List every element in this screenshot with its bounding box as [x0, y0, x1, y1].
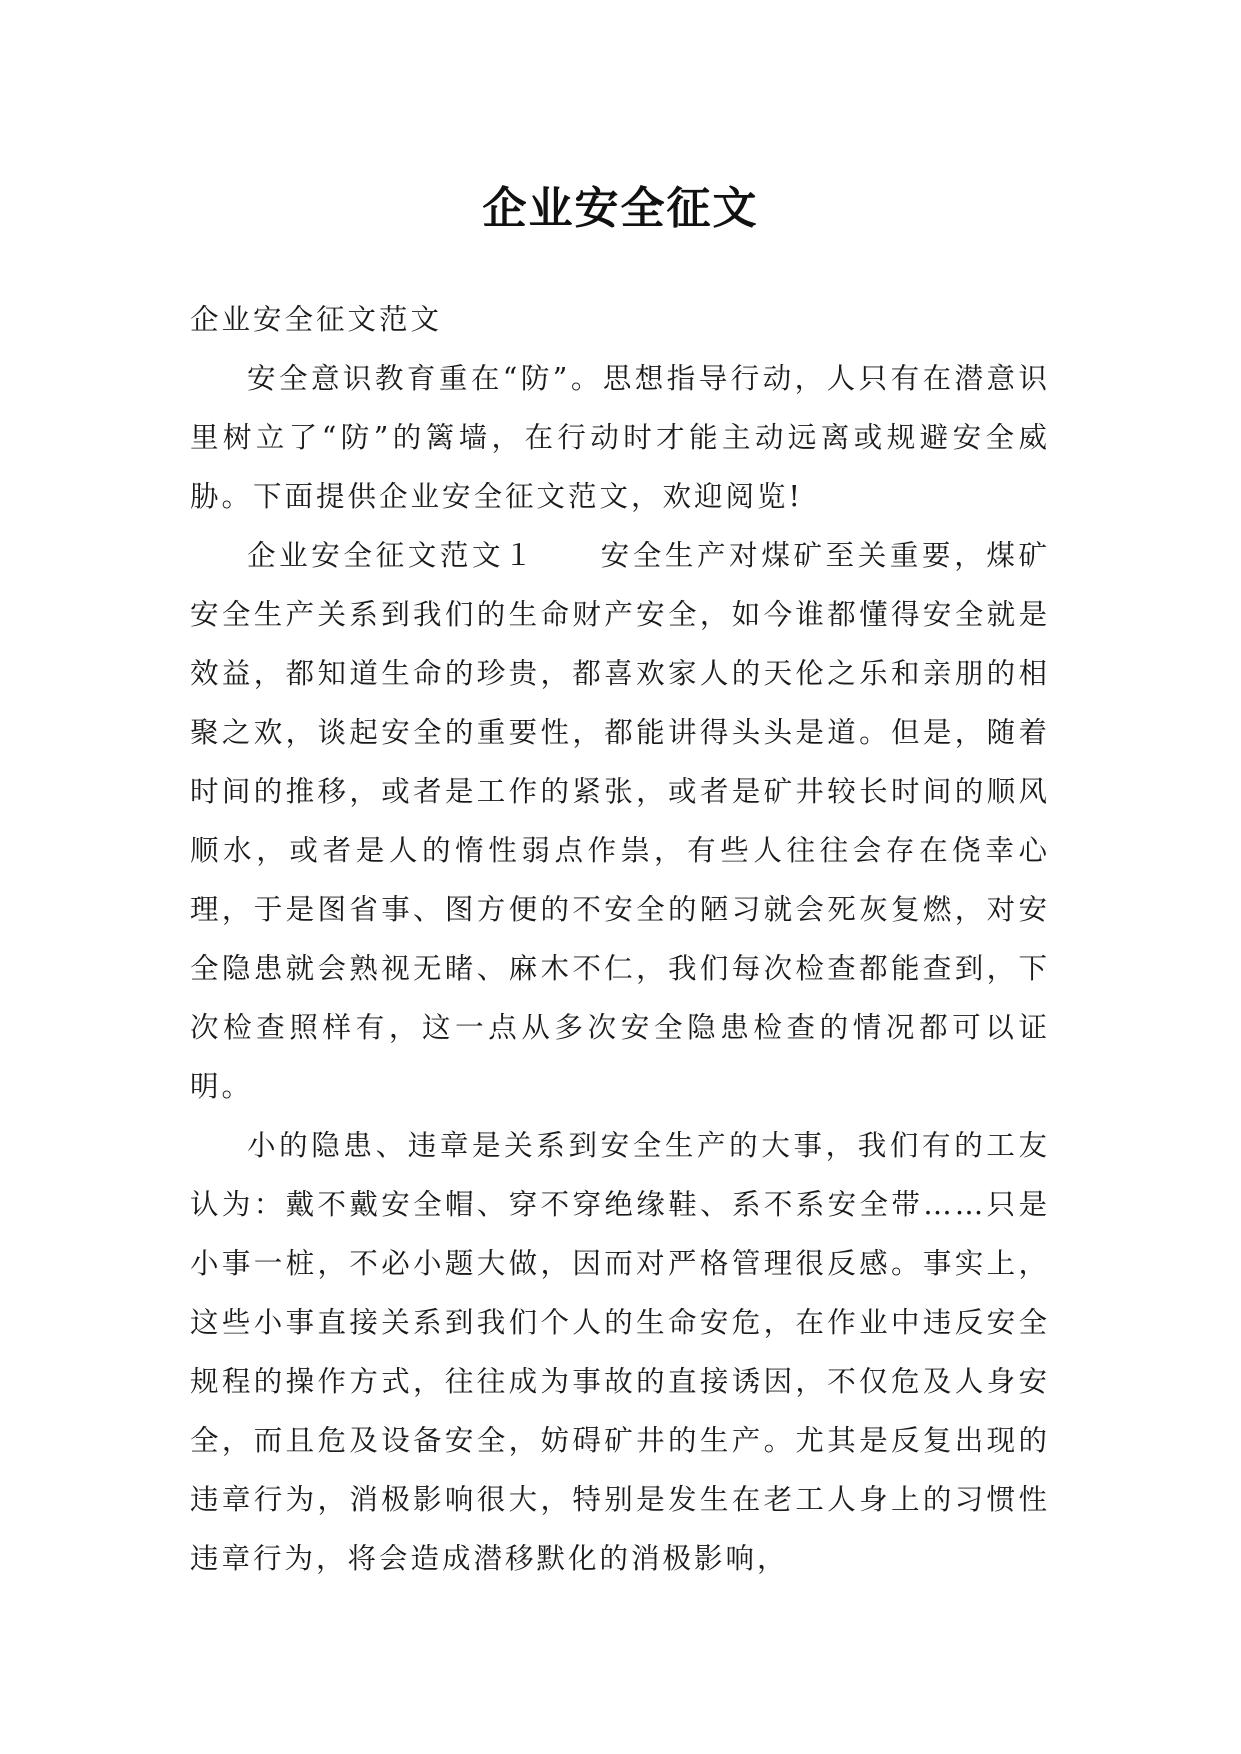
page-title: 企业安全征文 — [482, 183, 759, 235]
document-body — [190, 290, 1050, 1588]
paragraph-essay-1: 企业安全征文范文１ 安全生产对煤矿至关重要，煤矿安全生产关系到我们的生命财产安全，如今谁都懂得安全就是效益，都知道生命的珍贵，都喜欢家人的天伦之乐和亲朋的相聚之欢，谈起安全的重要性，都能讲得头头是道。但是，随着时间的推移，或者是工作的紧张，或者是矿井较长时间的顺风顺水，或者是人的惰性弱点作祟，有些人往往会存在侥幸心理，于是图省事、图方便的不安全的陋习就会死灰复燃，对安全隐患就会熟视无睹、麻木不仁，我们每次检查都能查到，下次检查照样有，这一点从多次安全隐患检查的情况都可以证明。 — [190, 539, 1050, 1103]
paragraph-intro: 安全意识教育重在“防”。思想指导行动，人只有在潜意识里树立了“防”的篱墙，在行动时才能主动远离或规避安全威胁。下面提供企业安全征文范文，欢迎阅览! — [190, 362, 1050, 513]
paragraph-essay-2: 小的隐患、违章是关系到安全生产的大事，我们有的工友认为：戴不戴安全帽、穿不穿绝缘鞋、系不系安全带……只是小事一桩，不必小题大做，因而对严格管理很反感。事实上，这些小事直接关系到我们个人的生命安危，在作业中违反安全规程的操作方式，往往成为事故的直接诱因，不仅危及人身安全，而且危及设备安全，妨碍矿井的生产。尤其是反复出现的违章行为，消极影响很大，特别是发生在老工人身上的习惯性违章行为，将会造成潜移默化的消极影响， — [190, 1129, 1050, 1575]
document-subtitle: 企业安全征文范文 — [190, 303, 443, 336]
